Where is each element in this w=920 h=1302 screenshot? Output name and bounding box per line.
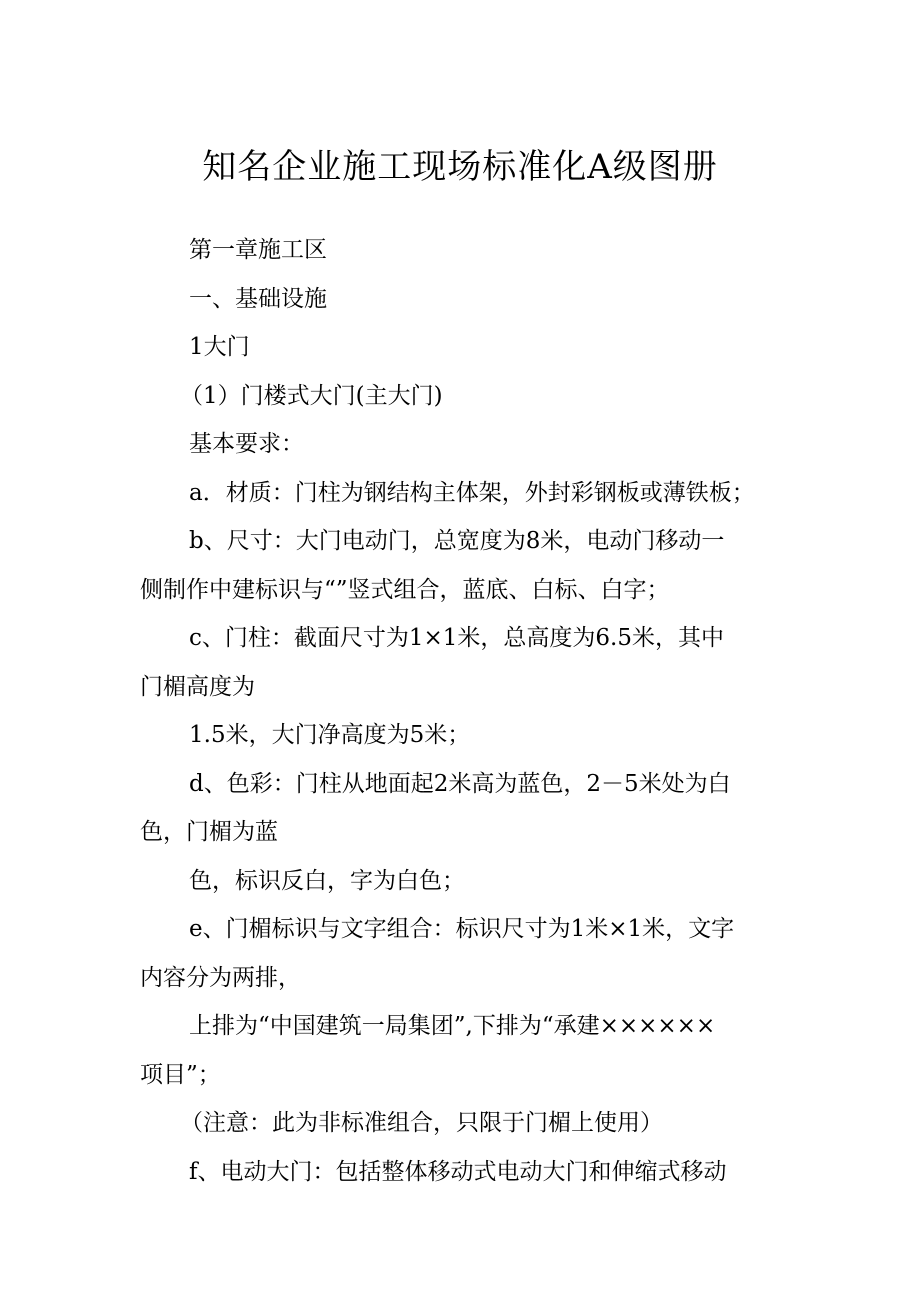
item-heading: （1）门楼式大门(主大门) xyxy=(180,382,443,409)
paragraph-line: 色，门楣为蓝 xyxy=(140,819,278,845)
paragraph-line: 基本要求： xyxy=(189,431,304,457)
section-heading: 一、基础设施 xyxy=(189,285,327,312)
paragraph-line: 色，标识反白，字为白色； xyxy=(189,867,465,894)
paragraph-line: d、色彩：门柱从地面起2米高为蓝色，2－5米处为白 xyxy=(189,770,731,797)
paragraph-line: 上排为“中国建筑一局集团”,下排为“承建×××××× xyxy=(189,1013,716,1039)
subsection-heading: 1大门 xyxy=(189,334,250,360)
document-title: 知名企业施工现场标准化A级图册 xyxy=(202,147,718,187)
paragraph-line: 内容分为两排， xyxy=(140,964,301,991)
paragraph-line: e、门楣标识与文字组合：标识尺寸为1米×1米，文字 xyxy=(189,916,735,942)
chapter-heading: 第一章施工区 xyxy=(189,237,327,263)
paragraph-line: 门楣高度为 xyxy=(140,673,255,700)
paragraph-line: f、电动大门：包括整体移动式电动大门和伸缩式移动 xyxy=(189,1158,727,1185)
paragraph-line: c、门柱：截面尺寸为1×1米，总高度为6.5米，其中 xyxy=(189,625,724,651)
paragraph-line: 1.5米，大门净高度为5米； xyxy=(189,722,471,748)
paragraph-line: （注意：此为非标准组合，只限于门楣上使用） xyxy=(180,1110,663,1136)
paragraph-line: b、尺寸：大门电动门，总宽度为8米，电动门移动一 xyxy=(189,528,725,554)
paragraph-line: 侧制作中建标识与“”竖式组合，蓝底、白标、白字； xyxy=(140,576,670,603)
document-body xyxy=(140,226,790,1196)
paragraph-line: 项目”； xyxy=(140,1061,221,1088)
paragraph-line: a．材质：门柱为钢结构主体架，外封彩钢板或薄铁板； xyxy=(189,479,755,506)
